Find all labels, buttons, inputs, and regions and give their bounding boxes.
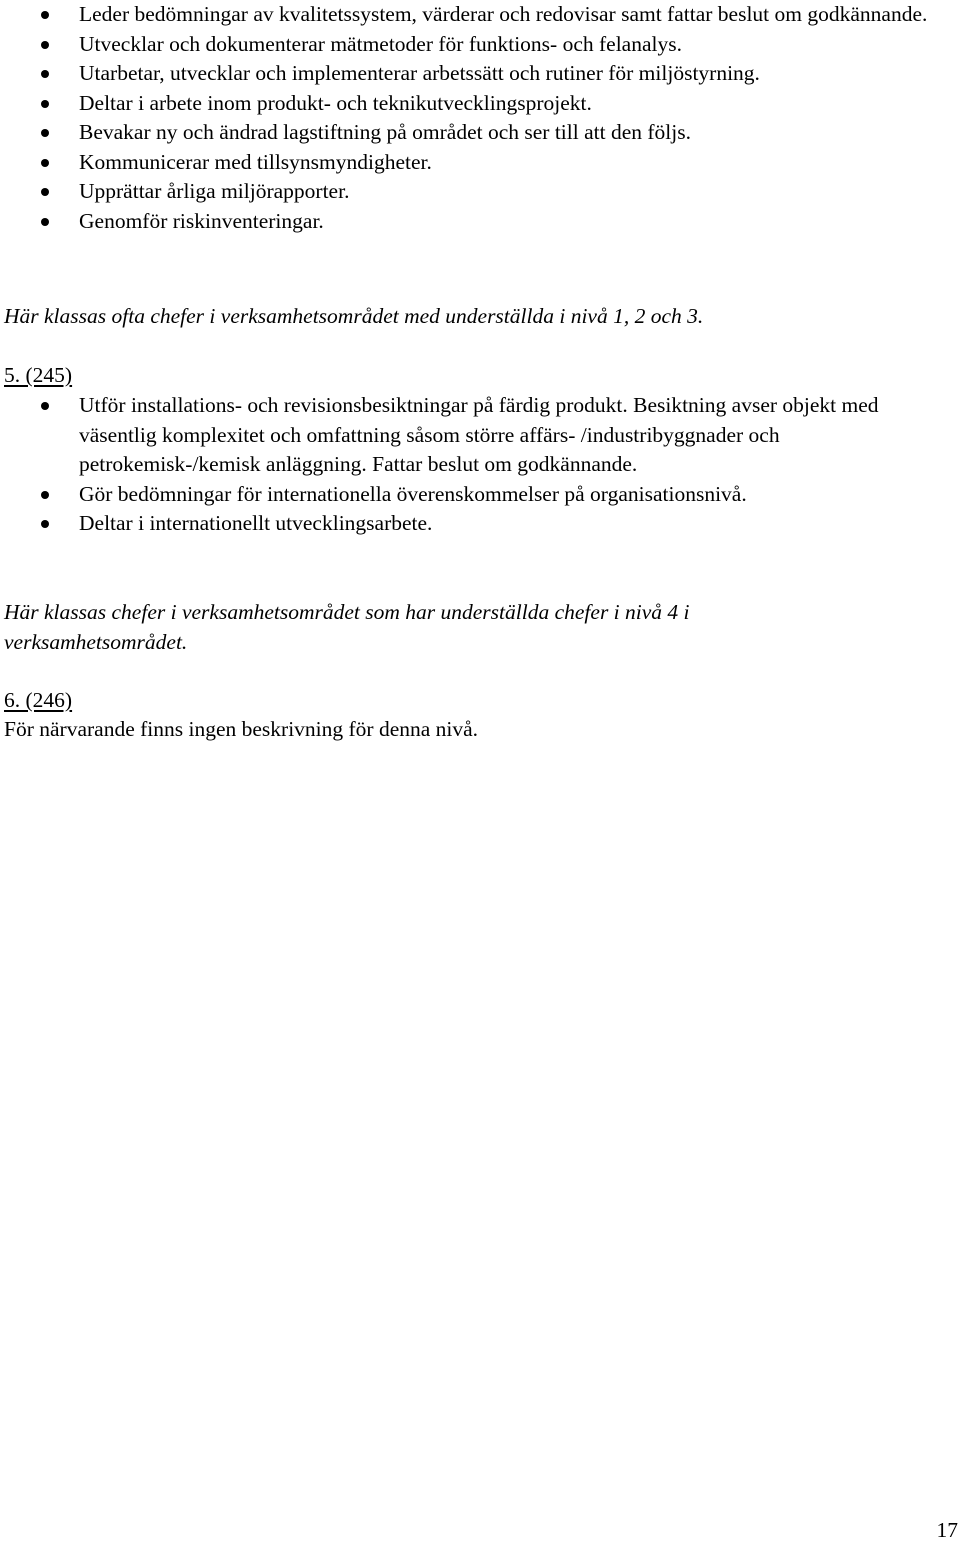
page-number: 17 <box>936 1518 958 1542</box>
level-6-text: För närvarande finns ingen beskrivning för denna nivå. <box>4 717 479 741</box>
list-item <box>0 480 960 510</box>
list-item <box>0 391 960 480</box>
bullet-icon <box>41 188 49 196</box>
level-5-heading-text: 5. (245) <box>4 363 73 387</box>
list-item <box>0 118 960 148</box>
bullet-icon <box>41 520 49 528</box>
list-item-text: Deltar i internationellt utvecklingsarbete. <box>79 511 433 535</box>
bullet-icon <box>41 218 49 226</box>
list-item <box>0 30 960 60</box>
list-item-text: Gör bedömningar för internationella överenskommelser på organisationsnivå. <box>79 481 747 506</box>
level-6-heading <box>4 686 944 716</box>
list-item-text: Upprättar årliga miljörapporter. <box>79 179 350 203</box>
bullet-icon <box>41 41 49 49</box>
list-item <box>0 0 960 30</box>
bullet-icon <box>41 70 49 78</box>
list-item-text: Kommunicerar med tillsynsmyndigheter. <box>79 149 432 174</box>
list-item <box>0 148 960 178</box>
bullet-icon <box>41 159 49 167</box>
list-item-text: Deltar i arbete inom produkt- och teknikutvecklingsprojekt. <box>79 90 592 115</box>
list-item <box>0 59 960 89</box>
list-item <box>0 89 960 119</box>
bullet-icon <box>41 402 49 410</box>
list-item-text: Bevakar ny och ändrad lagstiftning på området och ser till att den följs. <box>79 120 691 144</box>
level-5-heading <box>4 361 944 391</box>
list-item-text: Leder bedömningar av kvalitetssystem, värderar och redovisar samt fattar beslut om godkännande. <box>79 2 928 26</box>
level-5-note: Här klassas chefer i verksamhetsområdet som har underställda chefer i nivå 4 i verksamhetsområdet. <box>4 600 690 654</box>
level-6-heading-text: 6. (246) <box>4 688 73 712</box>
list-item <box>0 509 960 539</box>
list-item <box>0 177 960 207</box>
list-item-text: Genomför riskinventeringar. <box>79 208 324 233</box>
bullet-list-level-5 <box>0 391 960 539</box>
bullet-icon <box>41 11 49 19</box>
bullet-list-top <box>0 0 960 236</box>
bullet-icon <box>41 491 49 499</box>
bullet-icon <box>41 129 49 137</box>
list-item-text: Utarbetar, utvecklar och implementerar arbetssätt och rutiner för miljöstyrning. <box>79 61 760 85</box>
level-4-note: Här klassas ofta chefer i verksamhetsområdet med underställda i nivå 1, 2 och 3. <box>4 304 704 328</box>
list-item-text: Utvecklar och dokumenterar mätmetoder för funktions- och felanalys. <box>79 31 682 56</box>
list-item <box>0 207 960 237</box>
list-item-text: Utför installations- och revisionsbesiktningar på färdig produkt. Besiktning avser objekt med väsentlig komplexitet och omfattning såsom större affärs- /industribyggnader och petrokemisk-/kemisk anläggning. Fattar beslut om godkännande. <box>79 393 879 476</box>
bullet-icon <box>41 100 49 108</box>
